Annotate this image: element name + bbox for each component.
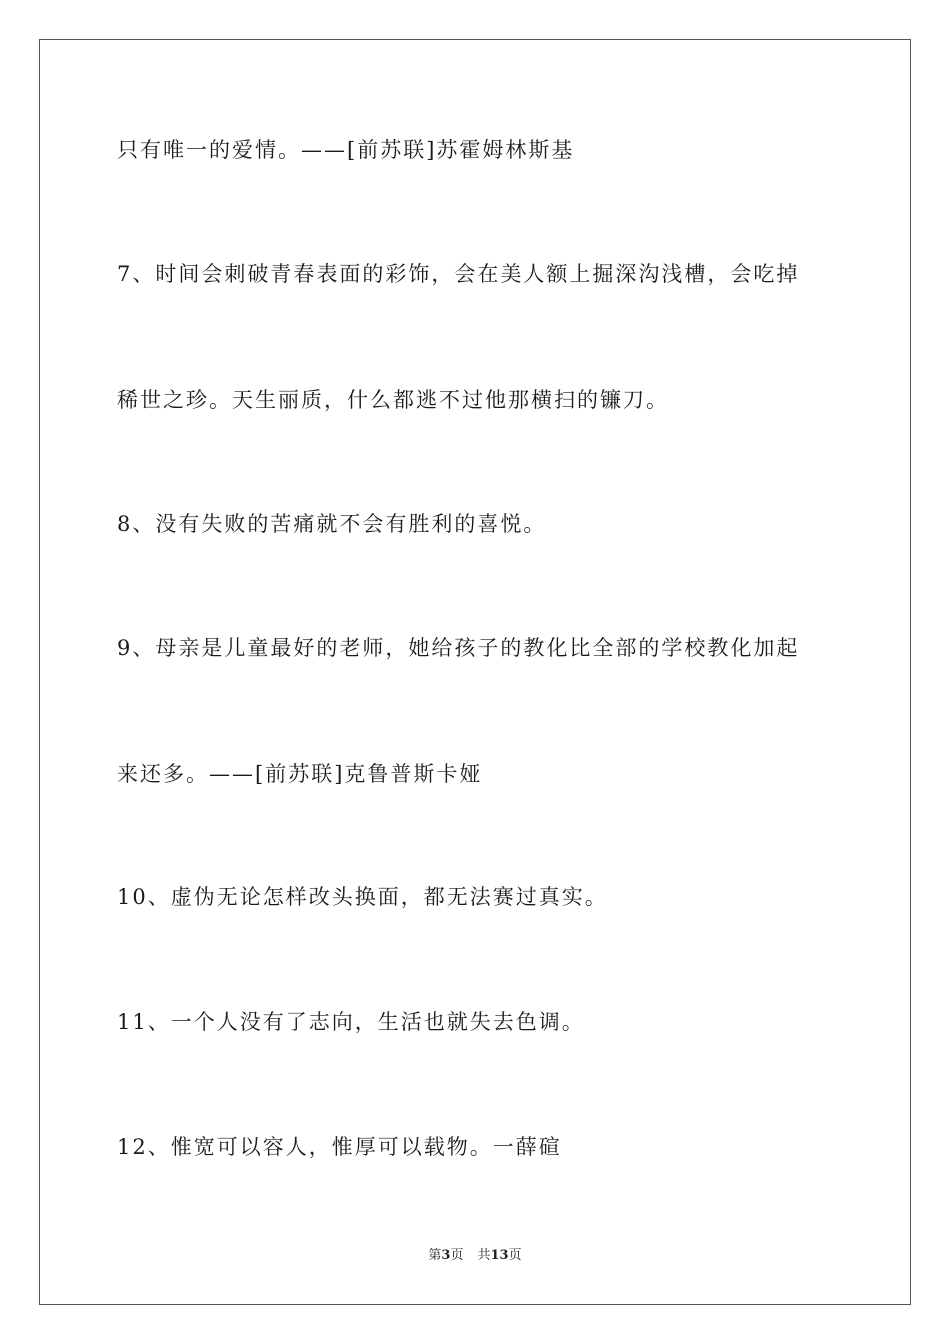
text-line: 11、一个人没有了志向，生活也就失去色调。 [117, 1010, 585, 1034]
text-line: 只有唯一的爱情。——[前苏联]苏霍姆林斯基 [117, 138, 575, 162]
current-page-number: 3 [441, 1248, 451, 1263]
text-line: 12、惟宽可以容人，惟厚可以载物。一薛碹 [117, 1135, 562, 1159]
page-border [39, 39, 911, 1305]
text-line: 10、虚伪无论怎样改头换面，都无法赛过真实。 [117, 885, 608, 909]
total-pages-number: 13 [490, 1248, 509, 1263]
text-line: 8、没有失败的苦痛就不会有胜利的喜悦。 [117, 512, 547, 536]
total-prefix: 共 [477, 1248, 491, 1263]
page-footer [0, 1247, 950, 1265]
page-prefix: 第 [428, 1248, 442, 1263]
total-suffix: 页 [508, 1248, 522, 1263]
text-line: 稀世之珍。天生丽质，什么都逃不过他那横扫的镰刀。 [117, 388, 669, 412]
page-suffix: 页 [450, 1248, 464, 1263]
text-line: 9、母亲是儿童最好的老师，她给孩子的教化比全部的学校教化加起 [117, 636, 800, 660]
text-line: 来还多。——[前苏联]克鲁普斯卡娅 [117, 762, 483, 786]
text-line: 7、时间会刺破青春表面的彩饰，会在美人额上掘深沟浅槽，会吃掉 [117, 262, 800, 286]
